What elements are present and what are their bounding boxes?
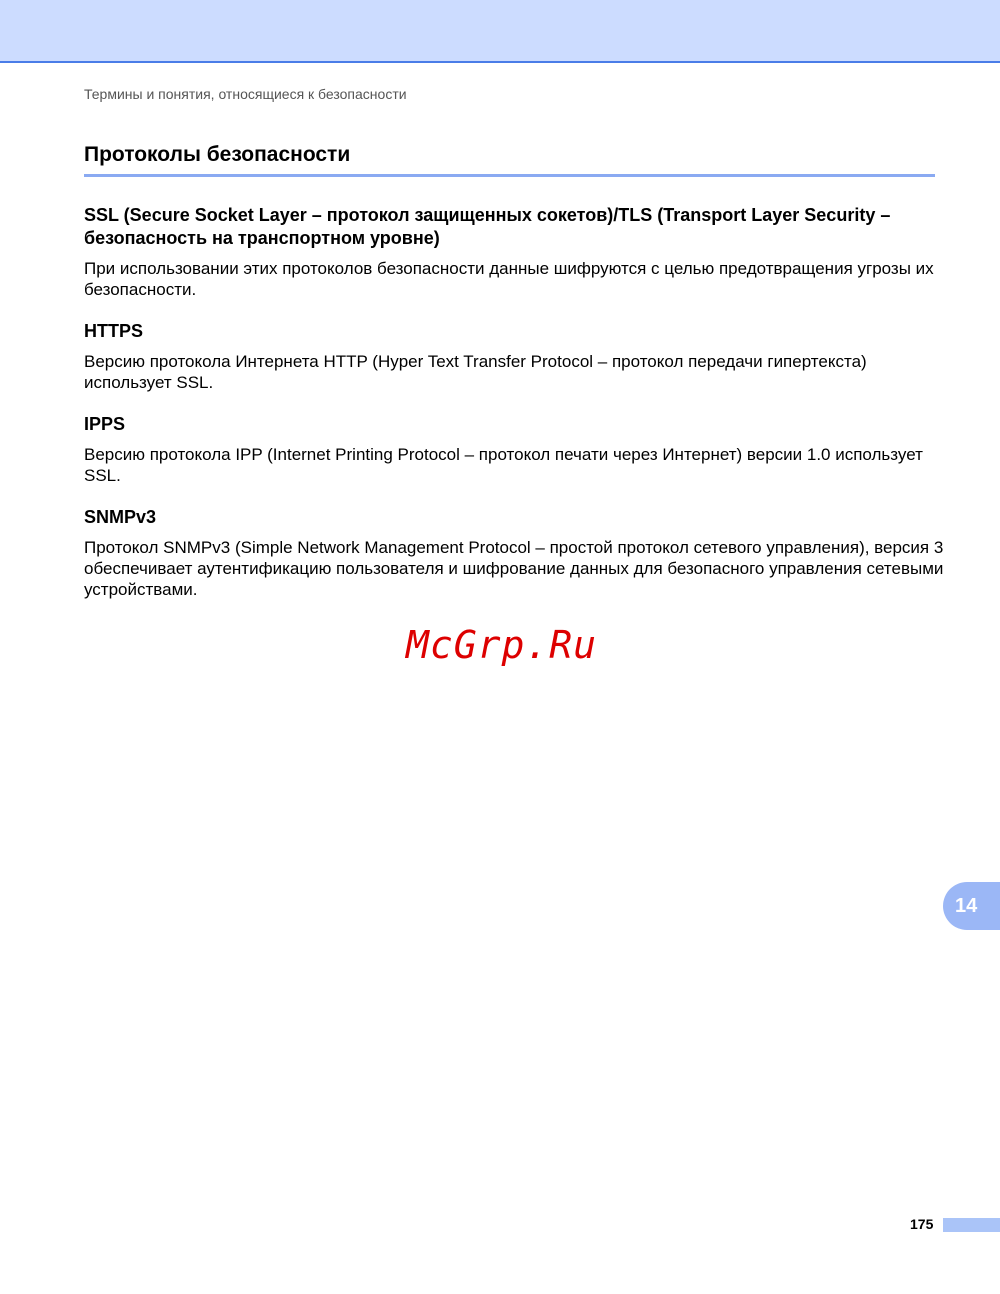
block-ssl-tls [84, 204, 944, 300]
heading-https: HTTPS [84, 321, 144, 341]
heading-ssl-tls: SSL (Secure Socket Layer – протокол защищенных сокетов)/TLS (Transport Layer Security – безопасность на транспортном уровне) [84, 205, 891, 248]
page-number-bar [943, 1218, 1000, 1232]
block-ipps [84, 413, 944, 486]
page-number: 175 [910, 1216, 934, 1232]
top-header-band [0, 0, 1000, 63]
text-snmpv3: Протокол SNMPv3 (Simple Network Management Protocol – простой протокол сетевого управления), версия 3 обеспечивает аутентификацию пользователя и шифрование данных для безопасного управления сетевыми устройствами. [84, 538, 944, 599]
text-https: Версию протокола Интернета HTTP (Hyper Text Transfer Protocol – протокол передачи гипертекста) использует SSL. [84, 352, 867, 392]
title-divider [84, 174, 935, 177]
watermark: McGrp.Ru [406, 623, 598, 667]
text-ipps: Версию протокола IPP (Internet Printing Protocol – протокол печати через Интернет) версии 1.0 использует SSL. [84, 445, 923, 485]
section-title: Протоколы безопасности [84, 143, 351, 166]
heading-snmpv3: SNMPv3 [84, 507, 157, 527]
block-https [84, 320, 944, 393]
content-body [84, 204, 944, 620]
text-ssl-tls: При использовании этих протоколов безопасности данные шифруются с целью предотвращения угрозы их безопасности. [84, 259, 934, 299]
heading-ipps: IPPS [84, 414, 126, 434]
chapter-tab: 14 [943, 882, 1000, 930]
running-header: Термины и понятия, относящиеся к безопасности [84, 86, 407, 102]
block-snmpv3 [84, 506, 944, 600]
